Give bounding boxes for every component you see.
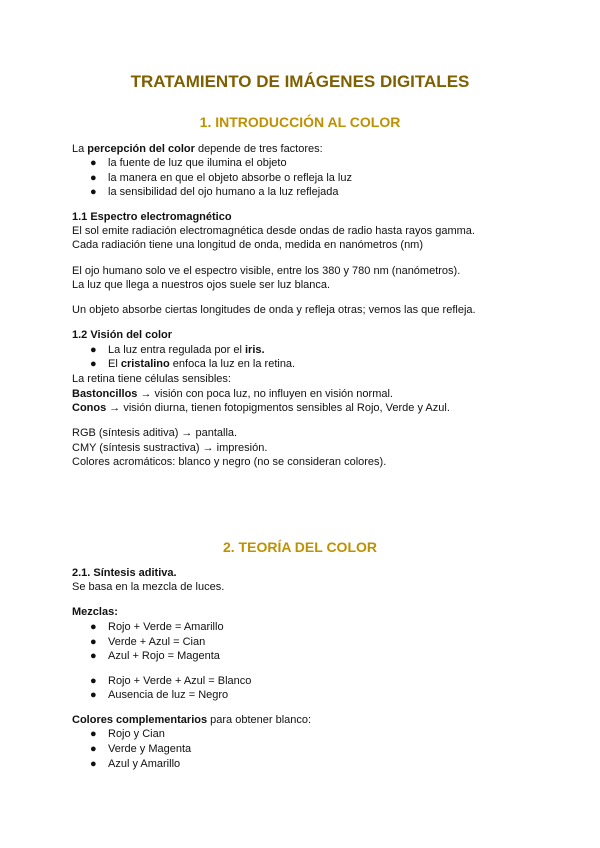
paragraph: El sol emite radiación electromagnética desde ondas de radio hasta rayos gamma. <box>72 225 475 237</box>
subsection-1-1-title: 1.1 Espectro electromagnético <box>72 211 232 223</box>
paragraph: Colores complementarios para obtener blanco: <box>72 714 312 726</box>
bullet-icon: ● <box>90 344 97 356</box>
list-item: Azul y Amarillo <box>108 758 181 770</box>
paragraph: Se basa en la mezcla de luces. <box>72 581 225 593</box>
list-item: la manera en que el objeto absorbe o refleja la luz <box>108 172 352 184</box>
paragraph: Conos → visión diurna, tienen fotopigmentos sensibles al Rojo, Verde y Azul. <box>72 402 450 414</box>
bullet-icon: ● <box>90 758 97 770</box>
bullet-icon: ● <box>90 621 97 633</box>
bullet-icon: ● <box>90 675 97 687</box>
bullet-icon: ● <box>90 358 97 370</box>
bullet-icon: ● <box>90 157 97 169</box>
list-item: Ausencia de luz = Negro <box>108 689 229 701</box>
bullet-icon: ● <box>90 728 97 740</box>
bullet-icon: ● <box>90 689 97 701</box>
subsection-1-2-title: 1.2 Visión del color <box>72 329 173 341</box>
list-item: La luz entra regulada por el iris. <box>108 344 265 356</box>
list-item: Verde y Magenta <box>108 743 192 755</box>
paragraph: Bastoncillos → visión con poca luz, no influyen en visión normal. <box>72 388 393 400</box>
intro-line: La percepción del color depende de tres factores: <box>72 143 323 155</box>
bullet-icon: ● <box>90 172 97 184</box>
subsection-2-1-title: 2.1. Síntesis aditiva. <box>72 567 177 579</box>
bullet-icon: ● <box>90 636 97 648</box>
bullet-icon: ● <box>90 650 97 662</box>
document-title: TRATAMIENTO DE IMÁGENES DIGITALES <box>130 72 470 91</box>
paragraph: El ojo humano solo ve el espectro visible, entre los 380 y 780 nm (nanómetros). <box>72 265 461 277</box>
paragraph: La luz que llega a nuestros ojos suele ser luz blanca. <box>72 279 331 291</box>
list-item: Rojo + Verde + Azul = Blanco <box>108 675 252 687</box>
bullet-icon: ● <box>90 743 97 755</box>
paragraph: Cada radiación tiene una longitud de onda, medida en nanómetros (nm) <box>72 239 424 251</box>
section-1-title: 1. INTRODUCCIÓN AL COLOR <box>199 114 401 130</box>
list-item: la fuente de luz que ilumina el objeto <box>108 157 287 169</box>
paragraph: Un objeto absorbe ciertas longitudes de onda y refleja otras; vemos las que refleja. <box>72 304 476 316</box>
intro-bold: percepción del color <box>87 143 195 155</box>
section-2-title: 2. TEORÍA DEL COLOR <box>222 539 377 555</box>
mezclas-title: Mezclas: <box>72 606 118 618</box>
paragraph: CMY (síntesis sustractiva) → impresión. <box>72 442 268 454</box>
list-item: Verde + Azul = Cian <box>108 636 206 648</box>
list-item: Rojo + Verde = Amarillo <box>108 621 224 633</box>
paragraph: Colores acromáticos: blanco y negro (no se consideran colores). <box>72 456 387 468</box>
paragraph: La retina tiene células sensibles: <box>72 373 231 385</box>
list-item: la sensibilidad del ojo humano a la luz reflejada <box>108 186 339 198</box>
list-item: El cristalino enfoca la luz en la retina. <box>108 358 296 370</box>
bullet-icon: ● <box>90 186 97 198</box>
paragraph: RGB (síntesis aditiva) → pantalla. <box>72 427 238 439</box>
list-item: Azul + Rojo = Magenta <box>108 650 220 662</box>
list-item: Rojo y Cian <box>108 728 165 740</box>
